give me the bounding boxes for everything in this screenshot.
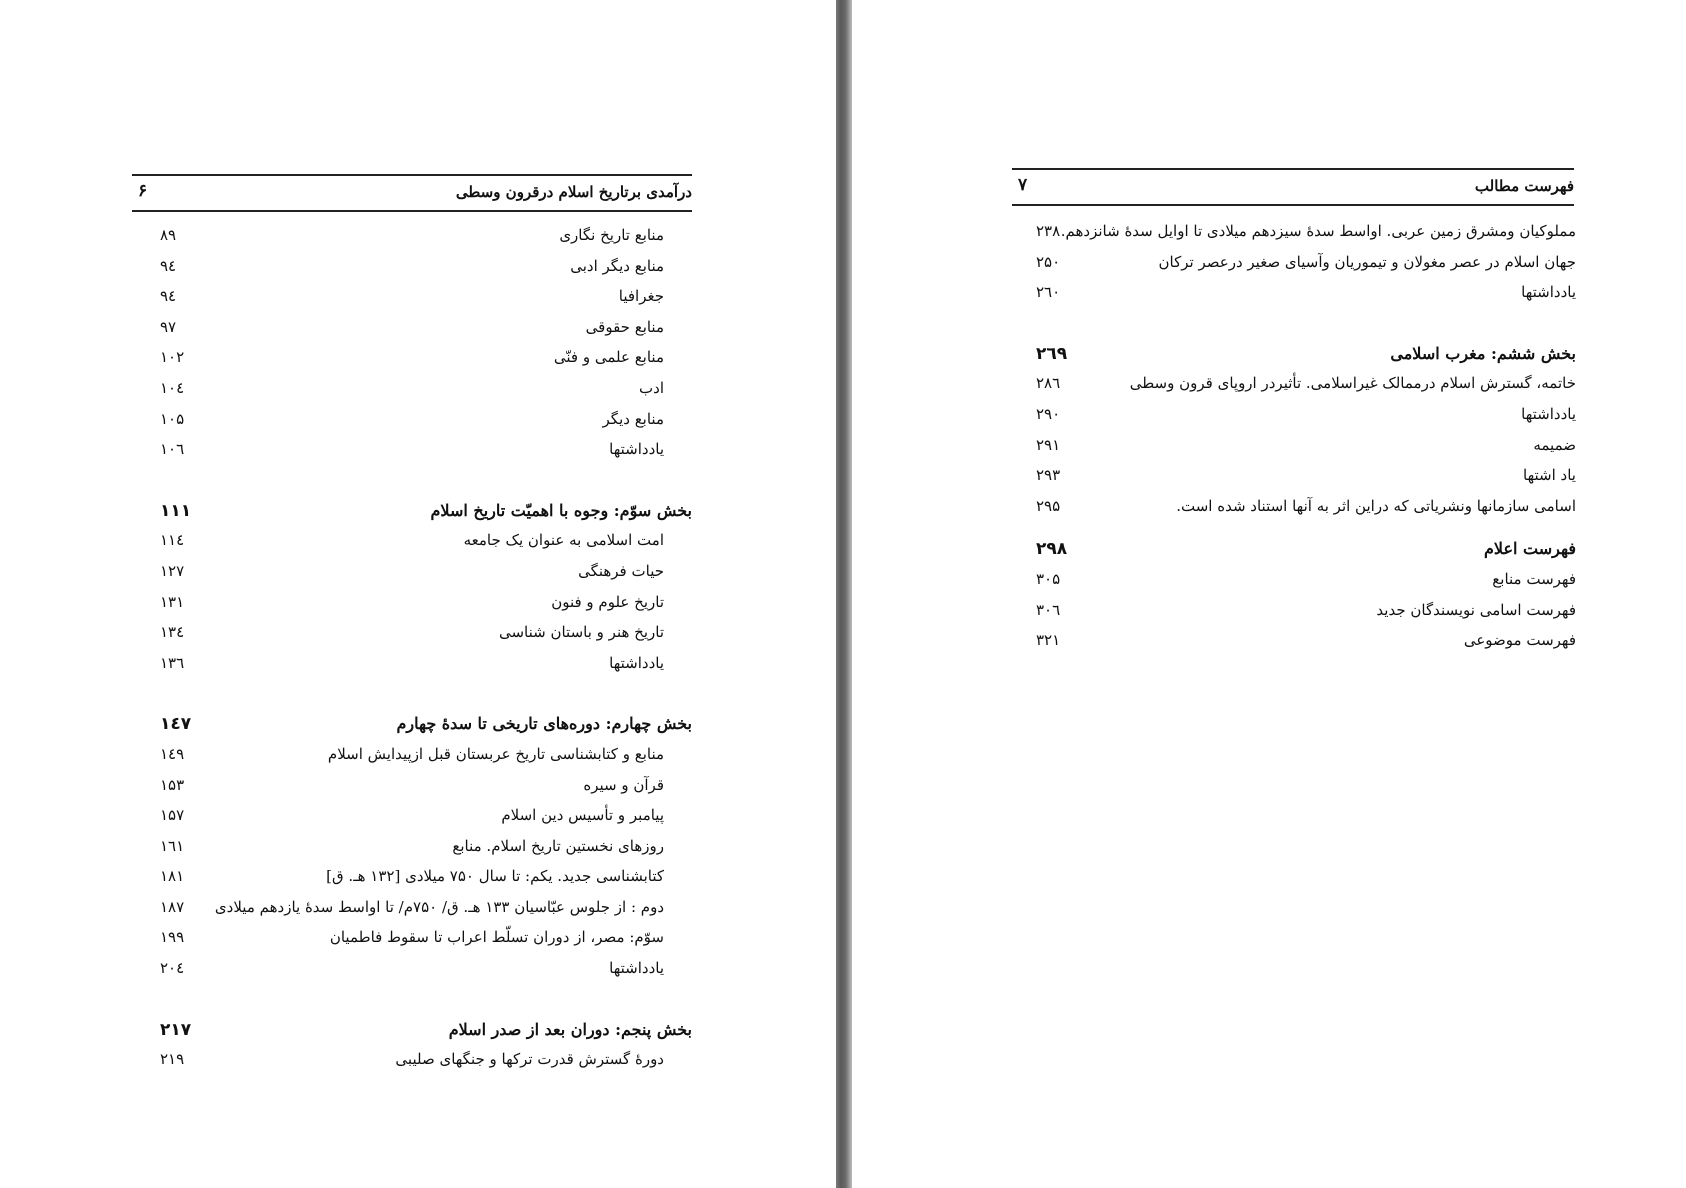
toc-entry — [1036, 462, 1576, 493]
entry-label: مملوکیان ومشرق زمین عربی. اواسط سدهٔ سیزدهم میلادی تا اوایل سدهٔ شانزدهم. — [1060, 222, 1576, 240]
toc-entry — [160, 924, 692, 955]
entry-page-number: ۱۸۱ — [160, 867, 185, 886]
toc-entry — [160, 741, 692, 772]
entry-label: جهان اسلام در عصر مغولان و تیموریان وآسیای صغیر درعصر ترکان — [1158, 252, 1576, 271]
entry-label: امت اسلامی به عنوان یک جامعه — [463, 531, 664, 550]
toc-entry — [160, 619, 692, 650]
entry-label: منابع و کتابشناسی تاریخ عربستان قبل ازپیدایش اسلام — [327, 744, 664, 763]
section-gap — [160, 986, 692, 1016]
entry-page-number: ۱٤۹ — [160, 744, 185, 763]
entry-label: بخش پنجم: دوران بعد از صدر اسلام — [448, 1019, 692, 1039]
entry-label: اسامی سازمانها ونشریاتی که دراین اثر به آنها استناد شده است. — [1176, 496, 1576, 515]
entry-page-number: ۱۲۷ — [160, 561, 185, 580]
table-of-contents — [1036, 218, 1576, 658]
toc-entry — [160, 955, 692, 986]
entry-page-number: ۲۹۱ — [1036, 435, 1061, 454]
entry-label: ضمیمه — [1533, 435, 1576, 454]
entry-label: یادداشتها — [1521, 283, 1576, 302]
entry-label: یادداشتها — [609, 440, 664, 459]
entry-page-number: ۲۵۰ — [1036, 252, 1061, 271]
entry-page-number: ۲٦۹ — [1036, 343, 1068, 364]
toc-entry — [160, 802, 692, 833]
entry-page-number: ۱۵۳ — [160, 775, 185, 794]
toc-section-heading — [160, 497, 692, 528]
toc-entry — [160, 527, 692, 558]
page-number: ۶ — [138, 181, 148, 201]
entry-label: قرآن و سیره — [583, 775, 664, 794]
entry-label: یاد اشتها — [1523, 466, 1576, 485]
entry-page-number: ۱۵۷ — [160, 806, 185, 825]
section-gap — [1036, 523, 1576, 535]
entry-label: منابع تاریخ نگاری — [559, 226, 664, 244]
entry-page-number: ۱٤۷ — [160, 714, 192, 735]
toc-section-heading — [160, 710, 692, 741]
entry-page-number: ۳۰۵ — [1036, 569, 1061, 588]
entry-label: خاتمه، گسترش اسلام درممالک غیراسلامی. تأثیردر اروپای قرون وسطی — [1129, 374, 1576, 393]
entry-page-number: ۱۹۹ — [160, 928, 185, 947]
toc-entry — [160, 772, 692, 803]
entry-page-number: ۲۹۸ — [1036, 539, 1068, 560]
entry-label: پیامبر و تأسیس دین اسلام — [501, 806, 664, 825]
entry-page-number: ۲۱۷ — [160, 1019, 192, 1040]
entry-page-number: ۲٦۰ — [1036, 283, 1061, 302]
page-number: ۷ — [1018, 175, 1028, 195]
toc-entry — [160, 833, 692, 864]
entry-page-number: ۹۷ — [160, 317, 177, 336]
toc-entry — [1036, 401, 1576, 432]
entry-page-number: ۳۰٦ — [1036, 600, 1061, 619]
toc-entry — [160, 1046, 692, 1077]
page-header — [1012, 168, 1574, 206]
entry-label: حیات فرهنگی — [578, 561, 664, 580]
entry-label: منابع دیگر ادبی — [570, 256, 664, 275]
running-title: درآمدی برتاریخ اسلام درقرون وسطی — [455, 183, 692, 201]
entry-label: تاریخ علوم و فنون — [551, 592, 664, 611]
entry-label: بخش ششم: مغرب اسلامی — [1390, 343, 1576, 363]
entry-label: بخش سوّم: وجوه با اهمیّت تاریخ اسلام — [430, 500, 692, 520]
entry-page-number: ۱۳۱ — [160, 592, 185, 611]
toc-entry — [1036, 218, 1576, 249]
toc-entry — [1036, 249, 1576, 280]
toc-entry — [1036, 627, 1576, 658]
entry-label: منابع دیگر — [602, 409, 664, 428]
entry-page-number: ۹٤ — [160, 287, 177, 306]
entry-label: یادداشتها — [609, 959, 664, 978]
entry-page-number: ۲۹۵ — [1036, 496, 1061, 515]
entry-label: منابع علمی و فنّی — [553, 348, 664, 367]
entry-label: دوم : از جلوس عبّاسیان ۱۳۳ هـ. ق/ ۷۵۰م/ تا اواسط سدهٔ یازدهم میلادی — [214, 897, 664, 916]
toc-entry — [1036, 279, 1576, 310]
toc-entry — [1036, 597, 1576, 628]
toc-entry — [160, 283, 692, 314]
entry-page-number: ۱۱٤ — [160, 531, 185, 550]
toc-entry — [160, 406, 692, 437]
toc-entry — [160, 589, 692, 620]
entry-page-number: ۱۳٦ — [160, 653, 185, 672]
entry-page-number: ۲۳۸ — [1036, 222, 1061, 240]
entry-page-number: ۲۱۹ — [160, 1050, 185, 1069]
running-title: فهرست مطالب — [1474, 177, 1574, 195]
toc-section-heading — [1036, 340, 1576, 371]
entry-label: یادداشتها — [1521, 404, 1576, 423]
entry-page-number: ۲۰٤ — [160, 959, 185, 978]
entry-page-number: ۱۳٤ — [160, 623, 185, 642]
entry-label: جغرافیا — [618, 287, 664, 306]
entry-page-number: ۱۸۷ — [160, 897, 185, 916]
toc-entry — [160, 558, 692, 589]
section-gap — [1036, 310, 1576, 340]
entry-page-number: ۲۹۰ — [1036, 404, 1061, 423]
entry-label: فهرست اسامی نویسندگان جدید — [1376, 600, 1576, 619]
entry-page-number: ۸۹ — [160, 226, 177, 244]
toc-entry — [160, 344, 692, 375]
toc-entry — [160, 650, 692, 681]
entry-page-number: ۱۰۲ — [160, 348, 185, 367]
entry-label: ادب — [639, 378, 664, 397]
entry-label: یادداشتها — [609, 653, 664, 672]
entry-label: دورهٔ گسترش قدرت ترکها و جنگهای صلیبی — [395, 1050, 664, 1069]
left-page — [0, 0, 836, 1188]
section-gap — [160, 467, 692, 497]
page-header — [132, 174, 692, 212]
toc-entry — [160, 375, 692, 406]
entry-page-number: ۱۰۵ — [160, 409, 185, 428]
toc-entry — [1036, 370, 1576, 401]
entry-page-number: ۹٤ — [160, 256, 177, 275]
entry-label: فهرست منابع — [1492, 569, 1576, 588]
toc-entry — [160, 253, 692, 284]
toc-entry — [1036, 493, 1576, 524]
entry-label: روزهای نخستین تاریخ اسلام. منابع — [452, 836, 664, 855]
entry-page-number: ۱۱۱ — [160, 500, 192, 521]
toc-entry — [160, 314, 692, 345]
toc-entry — [160, 436, 692, 467]
entry-page-number: ۳۲۱ — [1036, 631, 1061, 650]
toc-entry — [160, 894, 692, 925]
entry-label: منابع حقوقی — [585, 317, 664, 336]
toc-entry — [160, 863, 692, 894]
right-page — [852, 0, 1686, 1188]
entry-label: کتابشناسی جدید. یکم: تا سال ۷۵۰ میلادی [۱۳۲ هـ. ق] — [326, 867, 664, 886]
toc-section-heading — [160, 1016, 692, 1047]
toc-entry — [160, 222, 692, 253]
table-of-contents — [160, 222, 692, 1077]
entry-label: فهرست موضوعی — [1463, 631, 1576, 650]
entry-page-number: ۱۰٤ — [160, 378, 185, 397]
entry-page-number: ۲۸٦ — [1036, 374, 1061, 393]
entry-label: فهرست اعلام — [1484, 539, 1576, 559]
entry-page-number: ۲۹۳ — [1036, 466, 1061, 485]
toc-entry — [1036, 566, 1576, 597]
toc-entry — [1036, 432, 1576, 463]
entry-page-number: ۱٦۱ — [160, 836, 185, 855]
entry-page-number: ۱۰٦ — [160, 440, 185, 459]
toc-section-heading — [1036, 535, 1576, 566]
entry-label: تاریخ هنر و باستان شناسی — [498, 623, 664, 642]
section-gap — [160, 680, 692, 710]
entry-label: سوّم: مصر، از دوران تسلّط اعراب تا سقوط فاطمیان — [329, 928, 664, 947]
book-gutter — [836, 0, 852, 1188]
entry-label: بخش چهارم: دوره‌های تاریخی تا سدهٔ چهارم — [396, 714, 692, 734]
